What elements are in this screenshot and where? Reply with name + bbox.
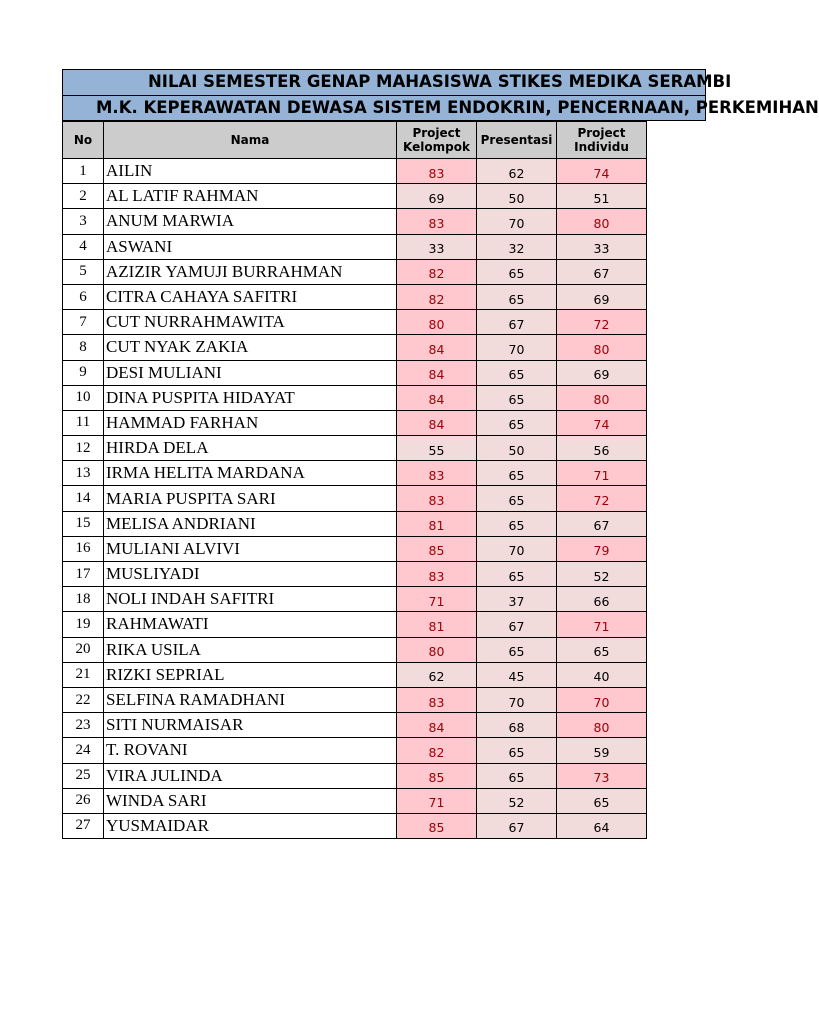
table-row (63, 461, 647, 486)
table-row (63, 436, 647, 461)
cell-project-individu[interactable]: 66 (557, 587, 647, 612)
cell-project-kelompok[interactable]: 71 (397, 587, 477, 612)
cell-project-kelompok[interactable]: 55 (397, 436, 477, 461)
table-row (63, 587, 647, 612)
table-row (63, 234, 647, 259)
cell-project-kelompok[interactable]: 83 (397, 486, 477, 511)
table-row (63, 284, 647, 309)
cell-presentasi[interactable]: 65 (477, 284, 557, 309)
cell-no[interactable]: 25 (63, 763, 104, 788)
cell-project-individu[interactable]: 73 (557, 763, 647, 788)
header-project-kelompok-line1: Project (412, 126, 461, 140)
cell-project-kelompok[interactable]: 80 (397, 637, 477, 662)
cell-nama[interactable]: MULIANI ALVIVI (104, 536, 397, 561)
cell-no[interactable]: 18 (63, 587, 104, 612)
cell-project-kelompok[interactable]: 33 (397, 234, 477, 259)
cell-project-individu[interactable]: 65 (557, 788, 647, 813)
cell-project-kelompok[interactable]: 84 (397, 360, 477, 385)
cell-nama[interactable]: RIKA USILA (104, 637, 397, 662)
cell-presentasi[interactable]: 70 (477, 209, 557, 234)
table-row (63, 788, 647, 813)
cell-project-individu[interactable]: 64 (557, 813, 647, 838)
table-row (63, 209, 647, 234)
cell-no[interactable]: 12 (63, 436, 104, 461)
cell-presentasi[interactable]: 65 (477, 763, 557, 788)
cell-nama[interactable]: MELISA ANDRIANI (104, 511, 397, 536)
cell-project-individu[interactable]: 74 (557, 159, 647, 184)
cell-presentasi[interactable]: 62 (477, 159, 557, 184)
cell-no[interactable]: 2 (63, 184, 104, 209)
cell-project-kelompok[interactable]: 83 (397, 209, 477, 234)
cell-no[interactable]: 23 (63, 713, 104, 738)
cell-nama[interactable]: MARIA PUSPITA SARI (104, 486, 397, 511)
cell-presentasi[interactable]: 65 (477, 486, 557, 511)
cell-no[interactable]: 20 (63, 637, 104, 662)
cell-no[interactable]: 9 (63, 360, 104, 385)
cell-no[interactable]: 5 (63, 259, 104, 284)
cell-project-individu[interactable]: 71 (557, 461, 647, 486)
table-row (63, 385, 647, 410)
cell-nama[interactable]: NOLI INDAH SAFITRI (104, 587, 397, 612)
table-row (63, 511, 647, 536)
table-row (63, 763, 647, 788)
cell-nama[interactable]: RIZKI SEPRIAL (104, 662, 397, 687)
table-row (63, 738, 647, 763)
grade-sheet (62, 69, 819, 839)
table-row (63, 687, 647, 712)
cell-project-individu[interactable]: 69 (557, 360, 647, 385)
table-row (63, 184, 647, 209)
cell-no[interactable]: 8 (63, 335, 104, 360)
cell-presentasi[interactable]: 65 (477, 410, 557, 435)
cell-no[interactable]: 24 (63, 738, 104, 763)
table-body (63, 159, 647, 839)
cell-presentasi[interactable]: 67 (477, 813, 557, 838)
cell-no[interactable]: 1 (63, 159, 104, 184)
cell-nama[interactable]: HIRDA DELA (104, 436, 397, 461)
cell-project-kelompok[interactable]: 85 (397, 763, 477, 788)
cell-project-kelompok[interactable]: 84 (397, 335, 477, 360)
cell-project-individu[interactable]: 59 (557, 738, 647, 763)
table-row (63, 536, 647, 561)
header-no[interactable]: No (63, 122, 104, 159)
cell-presentasi[interactable]: 67 (477, 612, 557, 637)
title-row-2 (62, 95, 819, 121)
cell-presentasi[interactable]: 50 (477, 436, 557, 461)
table-row (63, 486, 647, 511)
cell-project-kelompok[interactable]: 83 (397, 562, 477, 587)
cell-presentasi[interactable]: 65 (477, 637, 557, 662)
cell-no[interactable]: 14 (63, 486, 104, 511)
table-row (63, 713, 647, 738)
cell-no[interactable]: 11 (63, 410, 104, 435)
table-row (63, 637, 647, 662)
grades-table (62, 121, 647, 839)
cell-nama[interactable]: AILIN (104, 159, 397, 184)
cell-project-individu[interactable]: 72 (557, 486, 647, 511)
cell-project-kelompok[interactable]: 83 (397, 461, 477, 486)
cell-nama[interactable]: VIRA JULINDA (104, 763, 397, 788)
cell-nama[interactable]: WINDA SARI (104, 788, 397, 813)
cell-nama[interactable]: ASWANI (104, 234, 397, 259)
cell-nama[interactable]: AZIZIR YAMUJI BURRAHMAN (104, 259, 397, 284)
table-row (63, 310, 647, 335)
cell-no[interactable]: 21 (63, 662, 104, 687)
header-project-individu-line1: Project (577, 126, 626, 140)
cell-presentasi[interactable]: 32 (477, 234, 557, 259)
cell-project-individu[interactable]: 67 (557, 511, 647, 536)
cell-nama[interactable]: SELFINA RAMADHANI (104, 687, 397, 712)
cell-no[interactable]: 7 (63, 310, 104, 335)
cell-project-individu[interactable]: 72 (557, 310, 647, 335)
cell-presentasi[interactable]: 67 (477, 310, 557, 335)
table-row (63, 360, 647, 385)
cell-no[interactable]: 13 (63, 461, 104, 486)
cell-no[interactable]: 4 (63, 234, 104, 259)
cell-project-kelompok[interactable]: 83 (397, 159, 477, 184)
cell-presentasi[interactable]: 70 (477, 335, 557, 360)
cell-nama[interactable]: SITI NURMAISAR (104, 713, 397, 738)
cell-project-individu[interactable]: 80 (557, 713, 647, 738)
sheet-subtitle: M.K. KEPERAWATAN DEWASA SISTEM ENDOKRIN, PENCERNAAN, PERKEMIHAN (96, 98, 819, 117)
cell-presentasi[interactable]: 65 (477, 511, 557, 536)
cell-nama[interactable]: MUSLIYADI (104, 562, 397, 587)
cell-nama[interactable]: AL LATIF RAHMAN (104, 184, 397, 209)
cell-nama[interactable]: IRMA HELITA MARDANA (104, 461, 397, 486)
cell-project-individu[interactable]: 69 (557, 284, 647, 309)
table-row (63, 662, 647, 687)
cell-project-kelompok[interactable]: 62 (397, 662, 477, 687)
cell-project-kelompok[interactable]: 84 (397, 713, 477, 738)
cell-project-individu[interactable]: 80 (557, 209, 647, 234)
cell-project-individu[interactable]: 52 (557, 562, 647, 587)
cell-project-individu[interactable]: 33 (557, 234, 647, 259)
cell-presentasi[interactable]: 65 (477, 562, 557, 587)
cell-no[interactable]: 15 (63, 511, 104, 536)
cell-no[interactable]: 16 (63, 536, 104, 561)
header-project-kelompok[interactable] (397, 122, 477, 159)
cell-nama[interactable]: HAMMAD FARHAN (104, 410, 397, 435)
cell-project-kelompok[interactable]: 80 (397, 310, 477, 335)
cell-nama[interactable]: RAHMAWATI (104, 612, 397, 637)
table-row (63, 562, 647, 587)
cell-project-kelompok[interactable]: 82 (397, 259, 477, 284)
cell-project-individu[interactable]: 80 (557, 335, 647, 360)
cell-no[interactable]: 17 (63, 562, 104, 587)
cell-project-kelompok[interactable]: 82 (397, 284, 477, 309)
table-row (63, 335, 647, 360)
cell-presentasi[interactable]: 45 (477, 662, 557, 687)
cell-presentasi[interactable]: 37 (477, 587, 557, 612)
header-project-individu[interactable] (557, 122, 647, 159)
cell-nama[interactable]: DINA PUSPITA HIDAYAT (104, 385, 397, 410)
cell-project-individu[interactable]: 79 (557, 536, 647, 561)
cell-project-kelompok[interactable]: 84 (397, 385, 477, 410)
cell-nama[interactable]: ANUM MARWIA (104, 209, 397, 234)
cell-project-individu[interactable]: 40 (557, 662, 647, 687)
cell-project-kelompok[interactable]: 69 (397, 184, 477, 209)
header-project-individu-line2: Individu (574, 140, 629, 154)
cell-project-individu[interactable]: 74 (557, 410, 647, 435)
cell-presentasi[interactable]: 65 (477, 461, 557, 486)
header-project-kelompok-line2: Kelompok (403, 140, 470, 154)
title-row-1 (62, 69, 732, 95)
cell-project-kelompok[interactable]: 71 (397, 788, 477, 813)
cell-project-individu[interactable]: 65 (557, 637, 647, 662)
table-header-row (63, 122, 647, 159)
cell-no[interactable]: 22 (63, 687, 104, 712)
header-presentasi[interactable]: Presentasi (477, 122, 557, 159)
cell-presentasi[interactable]: 65 (477, 259, 557, 284)
cell-presentasi[interactable]: 70 (477, 536, 557, 561)
cell-project-kelompok[interactable]: 82 (397, 738, 477, 763)
cell-no[interactable]: 10 (63, 385, 104, 410)
cell-nama[interactable]: CITRA CAHAYA SAFITRI (104, 284, 397, 309)
cell-nama[interactable]: CUT NURRAHMAWITA (104, 310, 397, 335)
table-row (63, 259, 647, 284)
cell-project-individu[interactable]: 51 (557, 184, 647, 209)
cell-presentasi[interactable]: 68 (477, 713, 557, 738)
cell-nama[interactable]: YUSMAIDAR (104, 813, 397, 838)
cell-project-individu[interactable]: 70 (557, 687, 647, 712)
cell-project-individu[interactable]: 56 (557, 436, 647, 461)
cell-project-kelompok[interactable]: 81 (397, 511, 477, 536)
cell-project-individu[interactable]: 80 (557, 385, 647, 410)
table-row (63, 410, 647, 435)
cell-nama[interactable]: T. ROVANI (104, 738, 397, 763)
cell-no[interactable]: 26 (63, 788, 104, 813)
cell-presentasi[interactable]: 65 (477, 385, 557, 410)
cell-presentasi[interactable]: 65 (477, 360, 557, 385)
cell-nama[interactable]: DESI MULIANI (104, 360, 397, 385)
cell-project-kelompok[interactable]: 83 (397, 687, 477, 712)
table-row (63, 159, 647, 184)
sheet-title: NILAI SEMESTER GENAP MAHASISWA STIKES MEDIKA SERAMBI (148, 72, 732, 91)
cell-project-individu[interactable]: 71 (557, 612, 647, 637)
cell-project-kelompok[interactable]: 81 (397, 612, 477, 637)
cell-presentasi[interactable]: 70 (477, 687, 557, 712)
cell-no[interactable]: 19 (63, 612, 104, 637)
cell-no[interactable]: 27 (63, 813, 104, 838)
table-row (63, 612, 647, 637)
cell-project-kelompok[interactable]: 84 (397, 410, 477, 435)
header-nama[interactable]: Nama (104, 122, 397, 159)
table-row (63, 813, 647, 838)
cell-project-kelompok[interactable]: 85 (397, 813, 477, 838)
cell-no[interactable]: 3 (63, 209, 104, 234)
cell-no[interactable]: 6 (63, 284, 104, 309)
cell-presentasi[interactable]: 52 (477, 788, 557, 813)
cell-project-individu[interactable]: 67 (557, 259, 647, 284)
cell-project-kelompok[interactable]: 85 (397, 536, 477, 561)
cell-nama[interactable]: CUT NYAK ZAKIA (104, 335, 397, 360)
cell-presentasi[interactable]: 50 (477, 184, 557, 209)
cell-presentasi[interactable]: 65 (477, 738, 557, 763)
